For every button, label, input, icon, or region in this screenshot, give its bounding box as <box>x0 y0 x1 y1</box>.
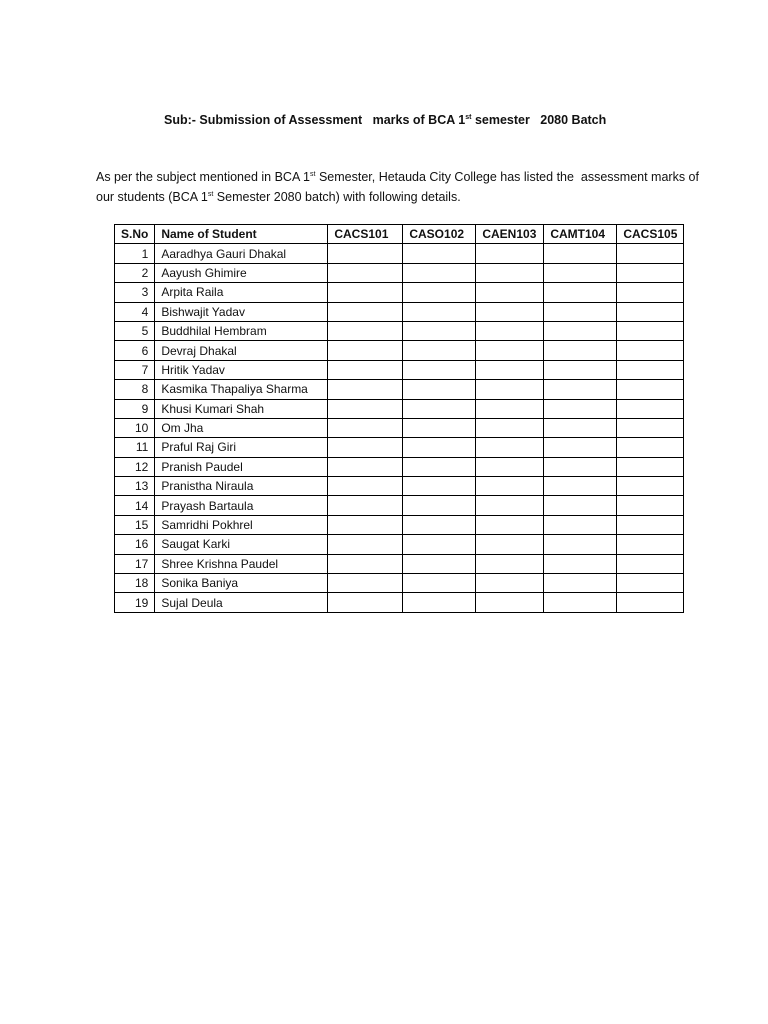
mark-caso102-cell <box>403 341 476 360</box>
subject-line <box>164 112 606 128</box>
mark-caso102-cell <box>403 399 476 418</box>
mark-caen103-cell <box>476 515 544 534</box>
mark-cacs101-cell <box>328 341 403 360</box>
row-student-name: Aayush Ghimire <box>155 263 328 282</box>
mark-caso102-cell <box>403 477 476 496</box>
mark-caso102-cell <box>403 574 476 593</box>
row-student-name: Om Jha <box>155 418 328 437</box>
table-row <box>115 341 684 360</box>
mark-caso102-cell <box>403 244 476 263</box>
mark-cacs105-cell <box>617 457 684 476</box>
mark-camt104-cell <box>544 438 617 457</box>
header-cacs101: CACS101 <box>328 225 403 244</box>
mark-caso102-cell <box>403 380 476 399</box>
row-student-name: Arpita Raila <box>155 283 328 302</box>
table-row <box>115 418 684 437</box>
row-student-name: Hritik Yadav <box>155 360 328 379</box>
table-row <box>115 360 684 379</box>
row-student-name: Samridhi Pokhrel <box>155 515 328 534</box>
marks-table <box>114 224 684 613</box>
mark-cacs101-cell <box>328 418 403 437</box>
subject-suffix: semester 2080 Batch <box>471 113 607 127</box>
intro-paragraph <box>96 168 706 207</box>
row-sno: 3 <box>115 283 155 302</box>
row-sno: 7 <box>115 360 155 379</box>
mark-caso102-cell <box>403 360 476 379</box>
intro-line-2-ordinal: st <box>207 190 214 198</box>
mark-caen103-cell <box>476 244 544 263</box>
subject-ordinal-suffix: st <box>465 114 472 121</box>
mark-caso102-cell <box>403 302 476 321</box>
row-student-name: Pranish Paudel <box>155 457 328 476</box>
row-student-name: Pranistha Niraula <box>155 477 328 496</box>
row-student-name: Sujal Deula <box>155 593 328 612</box>
table-row <box>115 554 684 573</box>
mark-cacs105-cell <box>617 477 684 496</box>
header-sno: S.No <box>115 225 155 244</box>
mark-camt104-cell <box>544 477 617 496</box>
mark-cacs101-cell <box>328 593 403 612</box>
mark-camt104-cell <box>544 283 617 302</box>
intro-line-2-prefix: our students (BCA 1 <box>96 189 208 204</box>
mark-cacs105-cell <box>617 554 684 573</box>
mark-caen103-cell <box>476 496 544 515</box>
header-camt104: CAMT104 <box>544 225 617 244</box>
mark-camt104-cell <box>544 535 617 554</box>
mark-caen103-cell <box>476 418 544 437</box>
mark-cacs105-cell <box>617 515 684 534</box>
table-row <box>115 457 684 476</box>
intro-line-1-prefix: As per the subject mentioned in BCA 1 <box>96 170 311 184</box>
header-cacs105: CACS105 <box>617 225 684 244</box>
row-sno: 12 <box>115 457 155 476</box>
intro-line-2-suffix: Semester 2080 batch) with following details. <box>213 189 461 204</box>
row-sno: 19 <box>115 593 155 612</box>
table-row <box>115 263 684 282</box>
mark-cacs101-cell <box>328 496 403 515</box>
subject-prefix: Sub:- Submission of Assessment marks of BCA 1 <box>164 113 466 127</box>
mark-cacs105-cell <box>617 438 684 457</box>
table-row <box>115 535 684 554</box>
row-sno: 1 <box>115 244 155 263</box>
row-student-name: Aaradhya Gauri Dhakal <box>155 244 328 263</box>
mark-caen103-cell <box>476 574 544 593</box>
header-caen103: CAEN103 <box>476 225 544 244</box>
mark-cacs101-cell <box>328 321 403 340</box>
mark-cacs101-cell <box>328 457 403 476</box>
row-sno: 15 <box>115 515 155 534</box>
row-sno: 16 <box>115 535 155 554</box>
row-student-name: Sonika Baniya <box>155 574 328 593</box>
mark-camt104-cell <box>544 244 617 263</box>
mark-cacs105-cell <box>617 341 684 360</box>
intro-line-2 <box>96 188 706 208</box>
mark-caso102-cell <box>403 438 476 457</box>
table-row <box>115 477 684 496</box>
table-row <box>115 496 684 515</box>
mark-caen103-cell <box>476 593 544 612</box>
row-sno: 5 <box>115 321 155 340</box>
table-row <box>115 515 684 534</box>
table-header-row <box>115 225 684 244</box>
mark-caen103-cell <box>476 554 544 573</box>
mark-cacs101-cell <box>328 302 403 321</box>
mark-cacs105-cell <box>617 418 684 437</box>
mark-cacs105-cell <box>617 496 684 515</box>
row-sno: 10 <box>115 418 155 437</box>
row-sno: 2 <box>115 263 155 282</box>
mark-caso102-cell <box>403 593 476 612</box>
table-row <box>115 244 684 263</box>
mark-cacs101-cell <box>328 477 403 496</box>
mark-cacs105-cell <box>617 399 684 418</box>
mark-caen103-cell <box>476 535 544 554</box>
row-sno: 18 <box>115 574 155 593</box>
row-student-name: Saugat Karki <box>155 535 328 554</box>
mark-camt104-cell <box>544 399 617 418</box>
mark-cacs101-cell <box>328 554 403 573</box>
mark-camt104-cell <box>544 341 617 360</box>
mark-caen103-cell <box>476 321 544 340</box>
table-row <box>115 321 684 340</box>
mark-cacs101-cell <box>328 380 403 399</box>
mark-caen103-cell <box>476 263 544 282</box>
table-row <box>115 438 684 457</box>
mark-cacs105-cell <box>617 321 684 340</box>
mark-cacs101-cell <box>328 244 403 263</box>
mark-camt104-cell <box>544 554 617 573</box>
row-sno: 11 <box>115 438 155 457</box>
row-student-name: Kasmika Thapaliya Sharma <box>155 380 328 399</box>
mark-cacs105-cell <box>617 593 684 612</box>
mark-caso102-cell <box>403 535 476 554</box>
mark-camt104-cell <box>544 593 617 612</box>
mark-cacs105-cell <box>617 574 684 593</box>
mark-cacs105-cell <box>617 380 684 399</box>
table-row <box>115 283 684 302</box>
mark-camt104-cell <box>544 496 617 515</box>
mark-caso102-cell <box>403 418 476 437</box>
mark-cacs105-cell <box>617 263 684 282</box>
mark-caen103-cell <box>476 438 544 457</box>
mark-caen103-cell <box>476 360 544 379</box>
row-sno: 4 <box>115 302 155 321</box>
mark-caso102-cell <box>403 554 476 573</box>
table-row <box>115 302 684 321</box>
mark-caen103-cell <box>476 477 544 496</box>
mark-camt104-cell <box>544 263 617 282</box>
mark-caen103-cell <box>476 341 544 360</box>
mark-cacs101-cell <box>328 515 403 534</box>
mark-camt104-cell <box>544 302 617 321</box>
mark-caso102-cell <box>403 283 476 302</box>
mark-camt104-cell <box>544 380 617 399</box>
row-student-name: Devraj Dhakal <box>155 341 328 360</box>
row-sno: 8 <box>115 380 155 399</box>
mark-cacs101-cell <box>328 283 403 302</box>
mark-cacs101-cell <box>328 360 403 379</box>
mark-caso102-cell <box>403 263 476 282</box>
intro-line-1-ordinal: st <box>310 171 316 178</box>
mark-caen103-cell <box>476 380 544 399</box>
mark-cacs101-cell <box>328 263 403 282</box>
row-student-name: Buddhilal Hembram <box>155 321 328 340</box>
mark-camt104-cell <box>544 321 617 340</box>
row-sno: 6 <box>115 341 155 360</box>
mark-cacs101-cell <box>328 574 403 593</box>
header-caso102: CASO102 <box>403 225 476 244</box>
mark-caen103-cell <box>476 302 544 321</box>
row-sno: 13 <box>115 477 155 496</box>
row-sno: 14 <box>115 496 155 515</box>
row-student-name: Khusi Kumari Shah <box>155 399 328 418</box>
mark-caso102-cell <box>403 457 476 476</box>
mark-camt104-cell <box>544 457 617 476</box>
mark-caen103-cell <box>476 283 544 302</box>
intro-line-1-suffix: Semester, Hetauda City College has listed the assessment marks of <box>315 170 699 184</box>
mark-camt104-cell <box>544 574 617 593</box>
row-sno: 17 <box>115 554 155 573</box>
mark-caso102-cell <box>403 496 476 515</box>
intro-line-1 <box>96 168 706 188</box>
mark-caso102-cell <box>403 515 476 534</box>
mark-cacs105-cell <box>617 283 684 302</box>
mark-cacs101-cell <box>328 399 403 418</box>
table-row <box>115 593 684 612</box>
mark-caen103-cell <box>476 457 544 476</box>
mark-caen103-cell <box>476 399 544 418</box>
table-row <box>115 399 684 418</box>
row-sno: 9 <box>115 399 155 418</box>
row-student-name: Prayash Bartaula <box>155 496 328 515</box>
mark-cacs105-cell <box>617 535 684 554</box>
header-student-name: Name of Student <box>155 225 328 244</box>
table-row <box>115 574 684 593</box>
mark-camt104-cell <box>544 360 617 379</box>
mark-cacs105-cell <box>617 244 684 263</box>
mark-camt104-cell <box>544 418 617 437</box>
mark-cacs105-cell <box>617 360 684 379</box>
row-student-name: Shree Krishna Paudel <box>155 554 328 573</box>
row-student-name: Praful Raj Giri <box>155 438 328 457</box>
mark-caso102-cell <box>403 321 476 340</box>
mark-cacs105-cell <box>617 302 684 321</box>
table-row <box>115 380 684 399</box>
table-body <box>115 244 684 612</box>
row-student-name: Bishwajit Yadav <box>155 302 328 321</box>
mark-camt104-cell <box>544 515 617 534</box>
mark-cacs101-cell <box>328 438 403 457</box>
mark-cacs101-cell <box>328 535 403 554</box>
